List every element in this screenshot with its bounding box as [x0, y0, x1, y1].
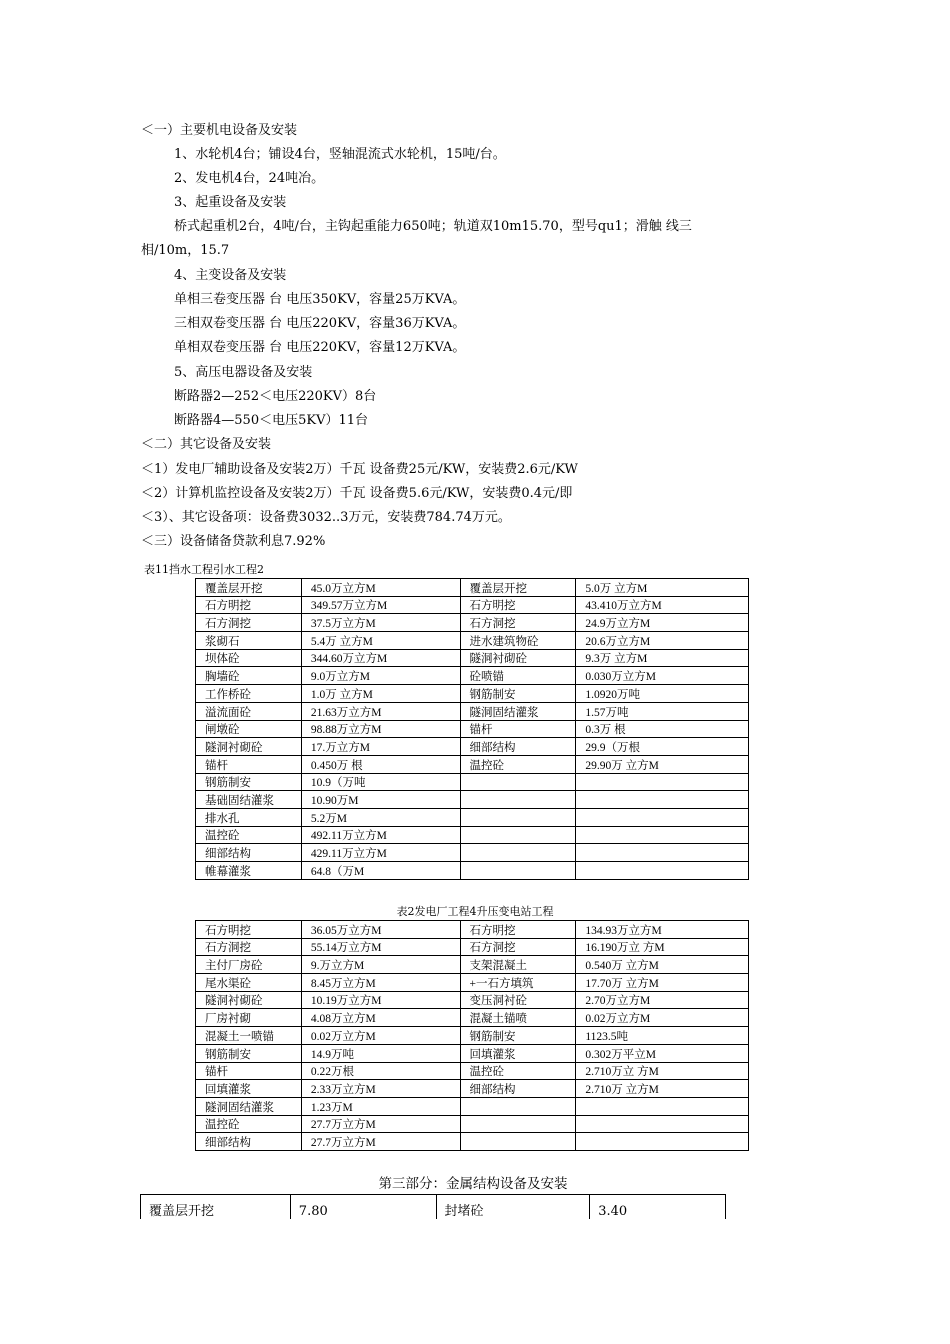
- table1-caption: 表11挡水工程引水工程2: [144, 563, 264, 576]
- table-row: [196, 649, 749, 667]
- quantity-cell: [576, 1115, 749, 1133]
- item-name-cell: 主付厂房砼: [196, 956, 302, 974]
- table-row: [196, 614, 749, 632]
- item-name-cell: [460, 808, 576, 826]
- table-row: [196, 862, 749, 880]
- quantity-cell: 1.0920万吨: [576, 685, 749, 703]
- item-name-cell: 坝体砼: [196, 649, 302, 667]
- item-name-cell: [460, 1133, 576, 1151]
- quantity-cell: 37.5万立方M: [301, 614, 460, 632]
- quantity-cell: [576, 862, 749, 880]
- table-row: [196, 755, 749, 773]
- table-row: [196, 1133, 749, 1151]
- quantity-cell: 9.万立方M: [301, 956, 460, 974]
- quantity-cell: 0.22万根: [301, 1062, 460, 1080]
- quantity-cell: 2.33万立方M: [301, 1080, 460, 1098]
- item-hv-heading: 5、高压电器设备及安装: [174, 365, 313, 380]
- table2-caption: 表2发电厂工程4升压变电站工程: [396, 905, 554, 918]
- table-row: [196, 1097, 749, 1115]
- table-row: [196, 921, 749, 939]
- item-bridge-crane: 桥式起重机2台，4吨/台，主钩起重能力650吨；轨道双10m15.70，型号qu1；滑触 线三: [174, 219, 692, 234]
- heading-loan-interest: ＜三）设备储备贷款利息7.92%: [141, 534, 326, 549]
- table-row: [196, 579, 749, 597]
- table-row: [196, 667, 749, 685]
- section3-table: [140, 1194, 726, 1219]
- item-name-cell: [460, 826, 576, 844]
- item-name-cell: 石方明挖: [460, 921, 576, 939]
- quantity-cell: 43.410万立方M: [576, 596, 749, 614]
- quantity-cell: 10.9（万吨: [301, 773, 460, 791]
- table-row: [196, 1044, 749, 1062]
- quantity-cell: 29.9（万根: [576, 738, 749, 756]
- item-name-cell: 细部结构: [460, 738, 576, 756]
- item-name-cell: 石方洞挖: [196, 938, 302, 956]
- heading-main-equipment: ＜一）主要机电设备及安装: [141, 123, 298, 138]
- item-name-cell: 砼喷锚: [460, 667, 576, 685]
- table1: [195, 578, 749, 880]
- item-name-cell: 锚杆: [460, 720, 576, 738]
- item-name-cell: 封堵砼: [436, 1195, 590, 1220]
- table-row: [196, 1080, 749, 1098]
- item-name-cell: 石方洞挖: [196, 614, 302, 632]
- quantity-cell: 0.030万立方M: [576, 667, 749, 685]
- table-row: [196, 738, 749, 756]
- item-name-cell: [460, 791, 576, 809]
- item-name-cell: 排水孔: [196, 808, 302, 826]
- item-name-cell: 温控砼: [460, 755, 576, 773]
- item-name-cell: 隧洞衬砌砼: [196, 738, 302, 756]
- quantity-cell: 98.88万立方M: [301, 720, 460, 738]
- item-aux-equipment: ＜1）发电厂辅助设备及安装2万）千瓦 设备费25元/KW，安装费2.6元/KW: [141, 462, 578, 477]
- item-name-cell: 回填灌浆: [196, 1080, 302, 1098]
- table-row: [196, 938, 749, 956]
- item-name-cell: 覆盖层开挖: [196, 579, 302, 597]
- item-name-cell: 细部结构: [196, 844, 302, 862]
- item-name-cell: 尾水渠砼: [196, 974, 302, 992]
- table-row: [196, 702, 749, 720]
- item-name-cell: 温控砼: [460, 1062, 576, 1080]
- quantity-cell: 2.70万立方M: [576, 991, 749, 1009]
- item-name-cell: 混凝土锚喷: [460, 1009, 576, 1027]
- item-name-cell: 温控砼: [196, 1115, 302, 1133]
- item-turbine: 1、水轮机4台；铺设4台，竖轴混流式水轮机，15吨/台。: [174, 147, 506, 162]
- table-row: [196, 974, 749, 992]
- table-row: [196, 991, 749, 1009]
- item-name-cell: 闸墩砼: [196, 720, 302, 738]
- item-name-cell: 温控砼: [196, 826, 302, 844]
- item-generator: 2、发电机4台，24吨冶。: [174, 171, 325, 186]
- quantity-cell: 55.14万立方M: [301, 938, 460, 956]
- table-row: [196, 808, 749, 826]
- table-row: [196, 596, 749, 614]
- quantity-cell: 27.7万立方M: [301, 1115, 460, 1133]
- quantity-cell: 14.9万吨: [301, 1044, 460, 1062]
- item-name-cell: [460, 1115, 576, 1133]
- item-name-cell: 锚杆: [196, 755, 302, 773]
- quantity-cell: 24.9万立方M: [576, 614, 749, 632]
- table2: [195, 920, 749, 1151]
- item-name-cell: 浆砌石: [196, 632, 302, 650]
- item-name-cell: 石方明挖: [196, 921, 302, 939]
- quantity-cell: 0.540万 立方M: [576, 956, 749, 974]
- quantity-cell: 0.02万立方M: [301, 1027, 460, 1045]
- quantity-cell: [576, 808, 749, 826]
- quantity-cell: 429.11万立方M: [301, 844, 460, 862]
- item-name-cell: 进水建筑物砼: [460, 632, 576, 650]
- quantity-cell: 2.710万立 方M: [576, 1062, 749, 1080]
- quantity-cell: 1.0万 立方M: [301, 685, 460, 703]
- item-name-cell: 覆盖层开挖: [460, 579, 576, 597]
- item-transformer-3: 单相双卷变压器 台 电压220KV，容量12万KVA。: [174, 340, 466, 355]
- quantity-cell: 5.2万M: [301, 808, 460, 826]
- quantity-cell: 1123.5吨: [576, 1027, 749, 1045]
- quantity-cell: 5.0万 立方M: [576, 579, 749, 597]
- item-breaker-2: 断路器4—550＜电压5KV）11台: [174, 413, 368, 428]
- quantity-cell: 10.90万M: [301, 791, 460, 809]
- quantity-cell: 4.08万立方M: [301, 1009, 460, 1027]
- quantity-cell: 36.05万立方M: [301, 921, 460, 939]
- table-row: [141, 1195, 726, 1220]
- item-name-cell: 隧洞固结灌浆: [460, 702, 576, 720]
- item-name-cell: +一石方填筑: [460, 974, 576, 992]
- table-row: [196, 773, 749, 791]
- item-name-cell: 石方明挖: [196, 596, 302, 614]
- table-row: [196, 720, 749, 738]
- quantity-cell: 134.93万立方M: [576, 921, 749, 939]
- quantity-cell: 17.万立方M: [301, 738, 460, 756]
- item-name-cell: 工作桥砼: [196, 685, 302, 703]
- item-transformer-heading: 4、主变设备及安装: [174, 268, 287, 283]
- quantity-cell: 29.90万 立方M: [576, 755, 749, 773]
- quantity-cell: 27.7万立方M: [301, 1133, 460, 1151]
- quantity-cell: 8.45万立方M: [301, 974, 460, 992]
- item-name-cell: [460, 1097, 576, 1115]
- quantity-cell: 492.11万立方M: [301, 826, 460, 844]
- quantity-cell: 9.3万 立方M: [576, 649, 749, 667]
- quantity-cell: 0.02万立方M: [576, 1009, 749, 1027]
- item-name-cell: 覆盖层开挖: [141, 1195, 291, 1220]
- quantity-cell: [576, 773, 749, 791]
- item-name-cell: 钢筋制安: [196, 773, 302, 791]
- quantity-cell: 21.63万立方M: [301, 702, 460, 720]
- item-lifting-heading: 3、起重设备及安装: [174, 195, 287, 210]
- item-name-cell: 钢筋制安: [196, 1044, 302, 1062]
- item-name-cell: 钢筋制安: [460, 685, 576, 703]
- item-name-cell: 隧洞固结灌浆: [196, 1097, 302, 1115]
- quantity-cell: 7.80: [290, 1195, 436, 1220]
- heading-other-equipment: ＜二）其它设备及安装: [141, 437, 272, 452]
- item-name-cell: 石方洞挖: [460, 614, 576, 632]
- quantity-cell: 45.0万立方M: [301, 579, 460, 597]
- quantity-cell: 0.3万 根: [576, 720, 749, 738]
- quantity-cell: 2.710万 立方M: [576, 1080, 749, 1098]
- table-row: [196, 956, 749, 974]
- quantity-cell: [576, 1097, 749, 1115]
- quantity-cell: 16.190万立 方M: [576, 938, 749, 956]
- quantity-cell: [576, 826, 749, 844]
- item-name-cell: 钢筋制安: [460, 1027, 576, 1045]
- quantity-cell: 0.450万 根: [301, 755, 460, 773]
- item-name-cell: 支架混凝土: [460, 956, 576, 974]
- item-name-cell: 混凝土一喷锚: [196, 1027, 302, 1045]
- item-name-cell: 石方明挖: [460, 596, 576, 614]
- quantity-cell: 20.6万立方M: [576, 632, 749, 650]
- table-row: [196, 632, 749, 650]
- section3-heading: 第三部分：金属结构设备及安装: [378, 1176, 568, 1192]
- table-row: [196, 685, 749, 703]
- quantity-cell: 1.23万M: [301, 1097, 460, 1115]
- quantity-cell: 1.57万吨: [576, 702, 749, 720]
- quantity-cell: 17.70万 立方M: [576, 974, 749, 992]
- quantity-cell: 5.4万 立方M: [301, 632, 460, 650]
- quantity-cell: 10.19万立方M: [301, 991, 460, 1009]
- quantity-cell: [576, 1133, 749, 1151]
- item-name-cell: [460, 773, 576, 791]
- item-name-cell: 回填灌浆: [460, 1044, 576, 1062]
- item-transformer-1: 单相三卷变压器 台 电压350KV，容量25万KVA。: [174, 292, 466, 307]
- quantity-cell: [576, 844, 749, 862]
- item-computer-monitoring: ＜2）计算机监控设备及安装2万）千瓦 设备费5.6元/KW，安装费0.4元/即: [141, 486, 573, 501]
- item-bridge-crane-cont: 相/10m，15.7: [141, 243, 230, 258]
- quantity-cell: 0.302万平立M: [576, 1044, 749, 1062]
- item-name-cell: 厂房衬砌: [196, 1009, 302, 1027]
- item-name-cell: [460, 844, 576, 862]
- quantity-cell: 3.40: [590, 1195, 726, 1220]
- table-row: [196, 1062, 749, 1080]
- table-row: [196, 1115, 749, 1133]
- item-name-cell: 变压洞衬砼: [460, 991, 576, 1009]
- quantity-cell: 349.57万立方M: [301, 596, 460, 614]
- quantity-cell: 9.0万立方M: [301, 667, 460, 685]
- item-breaker-1: 断路器2—252＜电压220KV）8台: [174, 389, 377, 404]
- item-name-cell: 锚杆: [196, 1062, 302, 1080]
- item-name-cell: 隧洞衬砌砼: [196, 991, 302, 1009]
- item-name-cell: 胸墙砼: [196, 667, 302, 685]
- table-row: [196, 1009, 749, 1027]
- item-other-costs: ＜3）、其它设备项：设备费3032..3万元，安装费784.74万元。: [141, 510, 511, 525]
- item-name-cell: 石方洞挖: [460, 938, 576, 956]
- item-name-cell: 溢流面砼: [196, 702, 302, 720]
- quantity-cell: 64.8（万M: [301, 862, 460, 880]
- table-row: [196, 1027, 749, 1045]
- quantity-cell: [576, 791, 749, 809]
- table-row: [196, 791, 749, 809]
- item-name-cell: 细部结构: [460, 1080, 576, 1098]
- item-name-cell: 细部结构: [196, 1133, 302, 1151]
- item-name-cell: 帷幕灌浆: [196, 862, 302, 880]
- table-row: [196, 844, 749, 862]
- item-name-cell: 基础固结灌浆: [196, 791, 302, 809]
- item-name-cell: [460, 862, 576, 880]
- quantity-cell: 344.60万立方M: [301, 649, 460, 667]
- table-row: [196, 826, 749, 844]
- item-name-cell: 隧洞衬砌砼: [460, 649, 576, 667]
- item-transformer-2: 三相双卷变压器 台 电压220KV，容量36万KVA。: [174, 316, 466, 331]
